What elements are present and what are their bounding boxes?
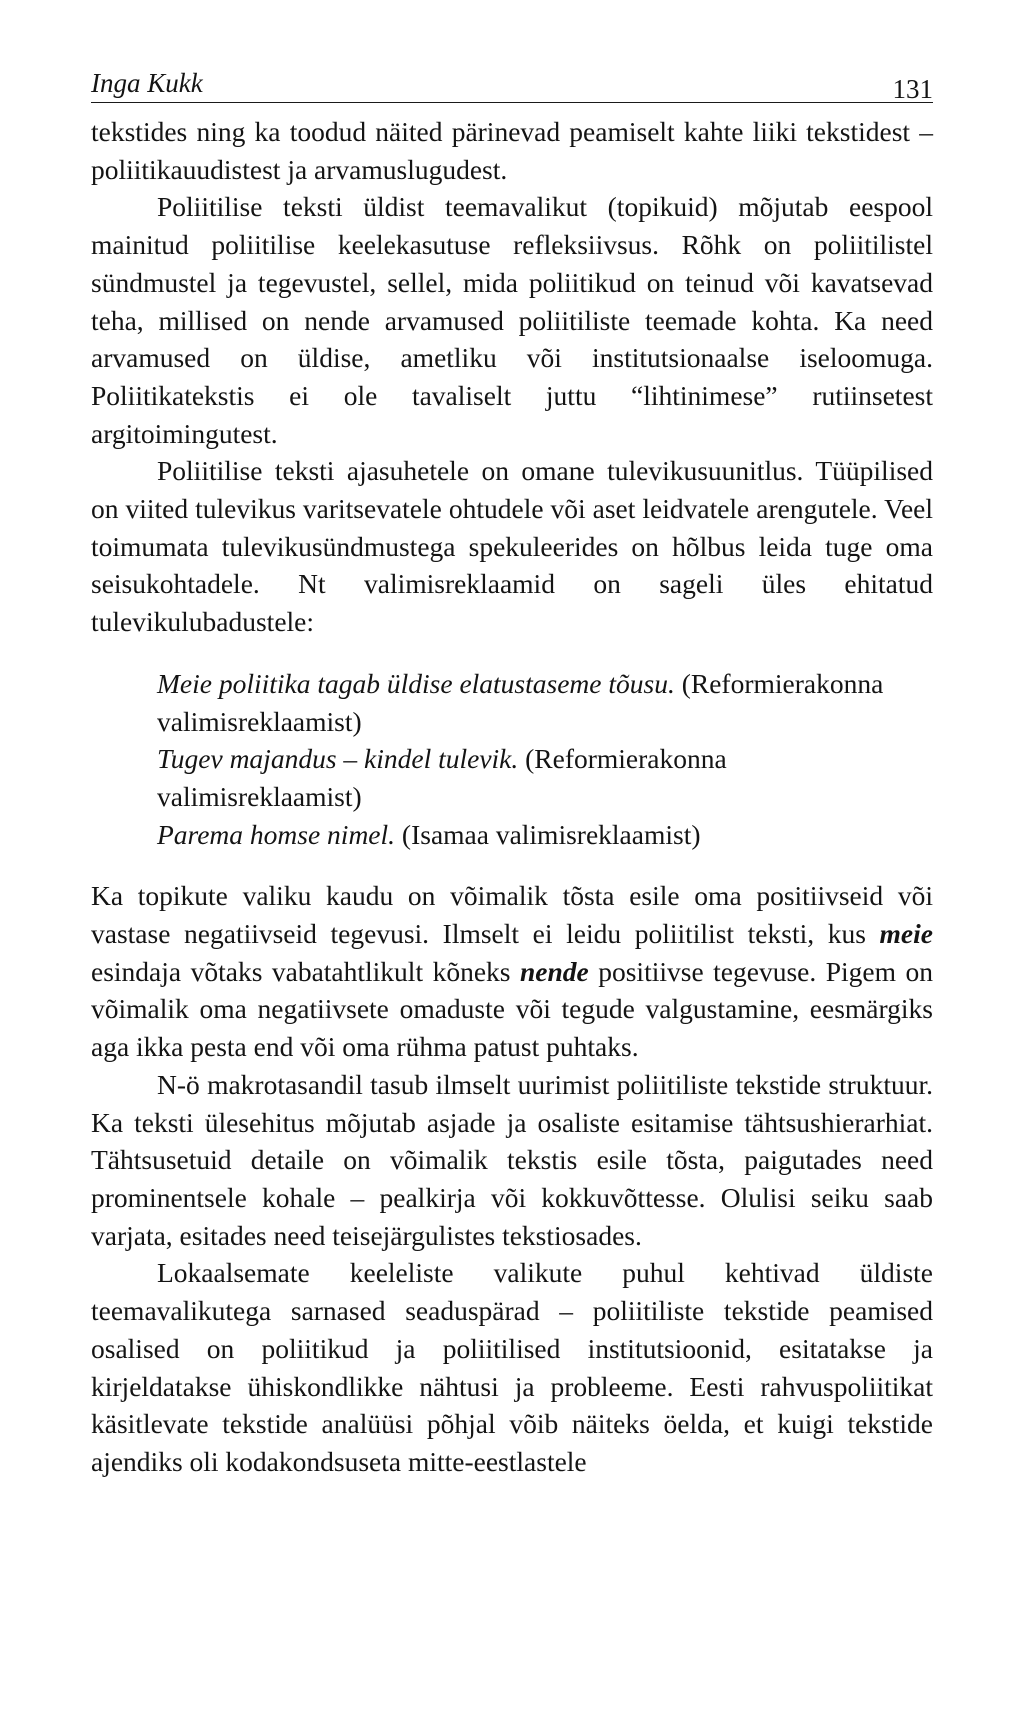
running-header [91, 60, 933, 103]
quote-slogan: Meie poliitika tagab üldise elatustaseme tõusu. [157, 667, 675, 699]
paragraph-time-relations: Poliitilise teksti ajasuhetele on omane tulevikusuunitlus. Tüüpilised on viited tulevikus varitsevatele ohtudele või aset leidvatele arengutele. Veel toimumata tulevikusündmustega spekuleerides on hõlbus leida tuge oma seisukohtadele. Nt valimisreklaamid on sageli üles ehitatud tulevikulubadustele: [91, 455, 933, 638]
page-number: 131 [892, 74, 933, 104]
paragraph-local-choices: Lokaalsemate keeleliste valikute puhul kehtivad üldiste teemavalikutega sarnased seaduspärad – poliitiliste tekstide peamised osalised on poliitikud ja poliitilised institutsioonid, esitatakse ja kirjeldatakse ühiskondlikke nähtusi ja probleeme. Eesti rahvuspoliitikat käsitlevate tekstide analüüsi põhjal võib näiteks öelda, et kuigi tekstide ajendiks oli kodakondsuseta mitte-eestlastele [91, 1257, 933, 1477]
paragraph-topics-selection: Poliitilise teksti üldist teemavalikut (topikuid) mõjutab eespool mainitud poliitilise keelekasutuse refleksiivsus. Rõhk on poliitilistel sündmustel ja tegevustel, sellel, mida poliitikud on teinud või kavatsevad teha, millised on nende arvamused poliitiliste teemade kohta. Ka need arvamused on üldise, ametliku või institutsionaalse iseloomuga. Poliitikatekstis ei ole tavaliselt juttu “lihtinimese” rutiinsetest argitoimingutest. [91, 191, 933, 449]
running-head-author: Inga Kukk [91, 68, 203, 98]
page-body [91, 113, 933, 1481]
quote-slogan: Parema homse nimel. [157, 818, 396, 850]
example-quote [157, 816, 933, 854]
quote-slogan: Tugev majandus – kindel tulevik. [157, 743, 519, 775]
example-quote [157, 665, 933, 740]
example-quotes [157, 665, 933, 854]
quote-source: (Reformierakonna valimisreklaamist) [157, 667, 884, 737]
emphasis-nende: nende [519, 955, 589, 987]
paragraph-continuation: tekstides ning ka toodud näited pärinevad peamiselt kahte liiki tekstidest – poliitikauudistest ja arvamuslugudest. [91, 116, 933, 185]
book-page [91, 60, 933, 1481]
paragraph-topic-emphasis: Ka topikute valiku kaudu on võimalik tõsta esile oma positiivseid või vastase negatiivseid tegevusi. Ilmselt ei leidu poliitilist teksti, kus meie esindaja võtaks vabatahtlikult kõneks nende positiivse tegevuse. Pigem on võimalik oma negatiivsete omaduste või tegude valgustamine, eesmärgiks aga ikka pesta end või oma rühma patust puhtaks. [91, 880, 933, 1063]
emphasis-meie: meie [879, 918, 933, 950]
quote-source: (Reformierakonna valimisreklaamist) [157, 743, 727, 812]
example-quote [157, 740, 933, 815]
quote-source: (Isamaa valimisreklaamist) [395, 818, 701, 850]
paragraph-macro-level: N-ö makrotasandil tasub ilmselt uurimist poliitiliste tekstide struktuur. Ka teksti ülesehitus mõjutab asjade ja osaliste esitamise tähtsushierarhiat. Tähtsusetuid detaile on võimalik tekstis esile tõsta, paigutades need prominentsele kohale – pealkirja või kokkuvõttesse. Olulisi seiku saab varjata, esitades need teisejärgulistes tekstiosades. [91, 1068, 933, 1251]
